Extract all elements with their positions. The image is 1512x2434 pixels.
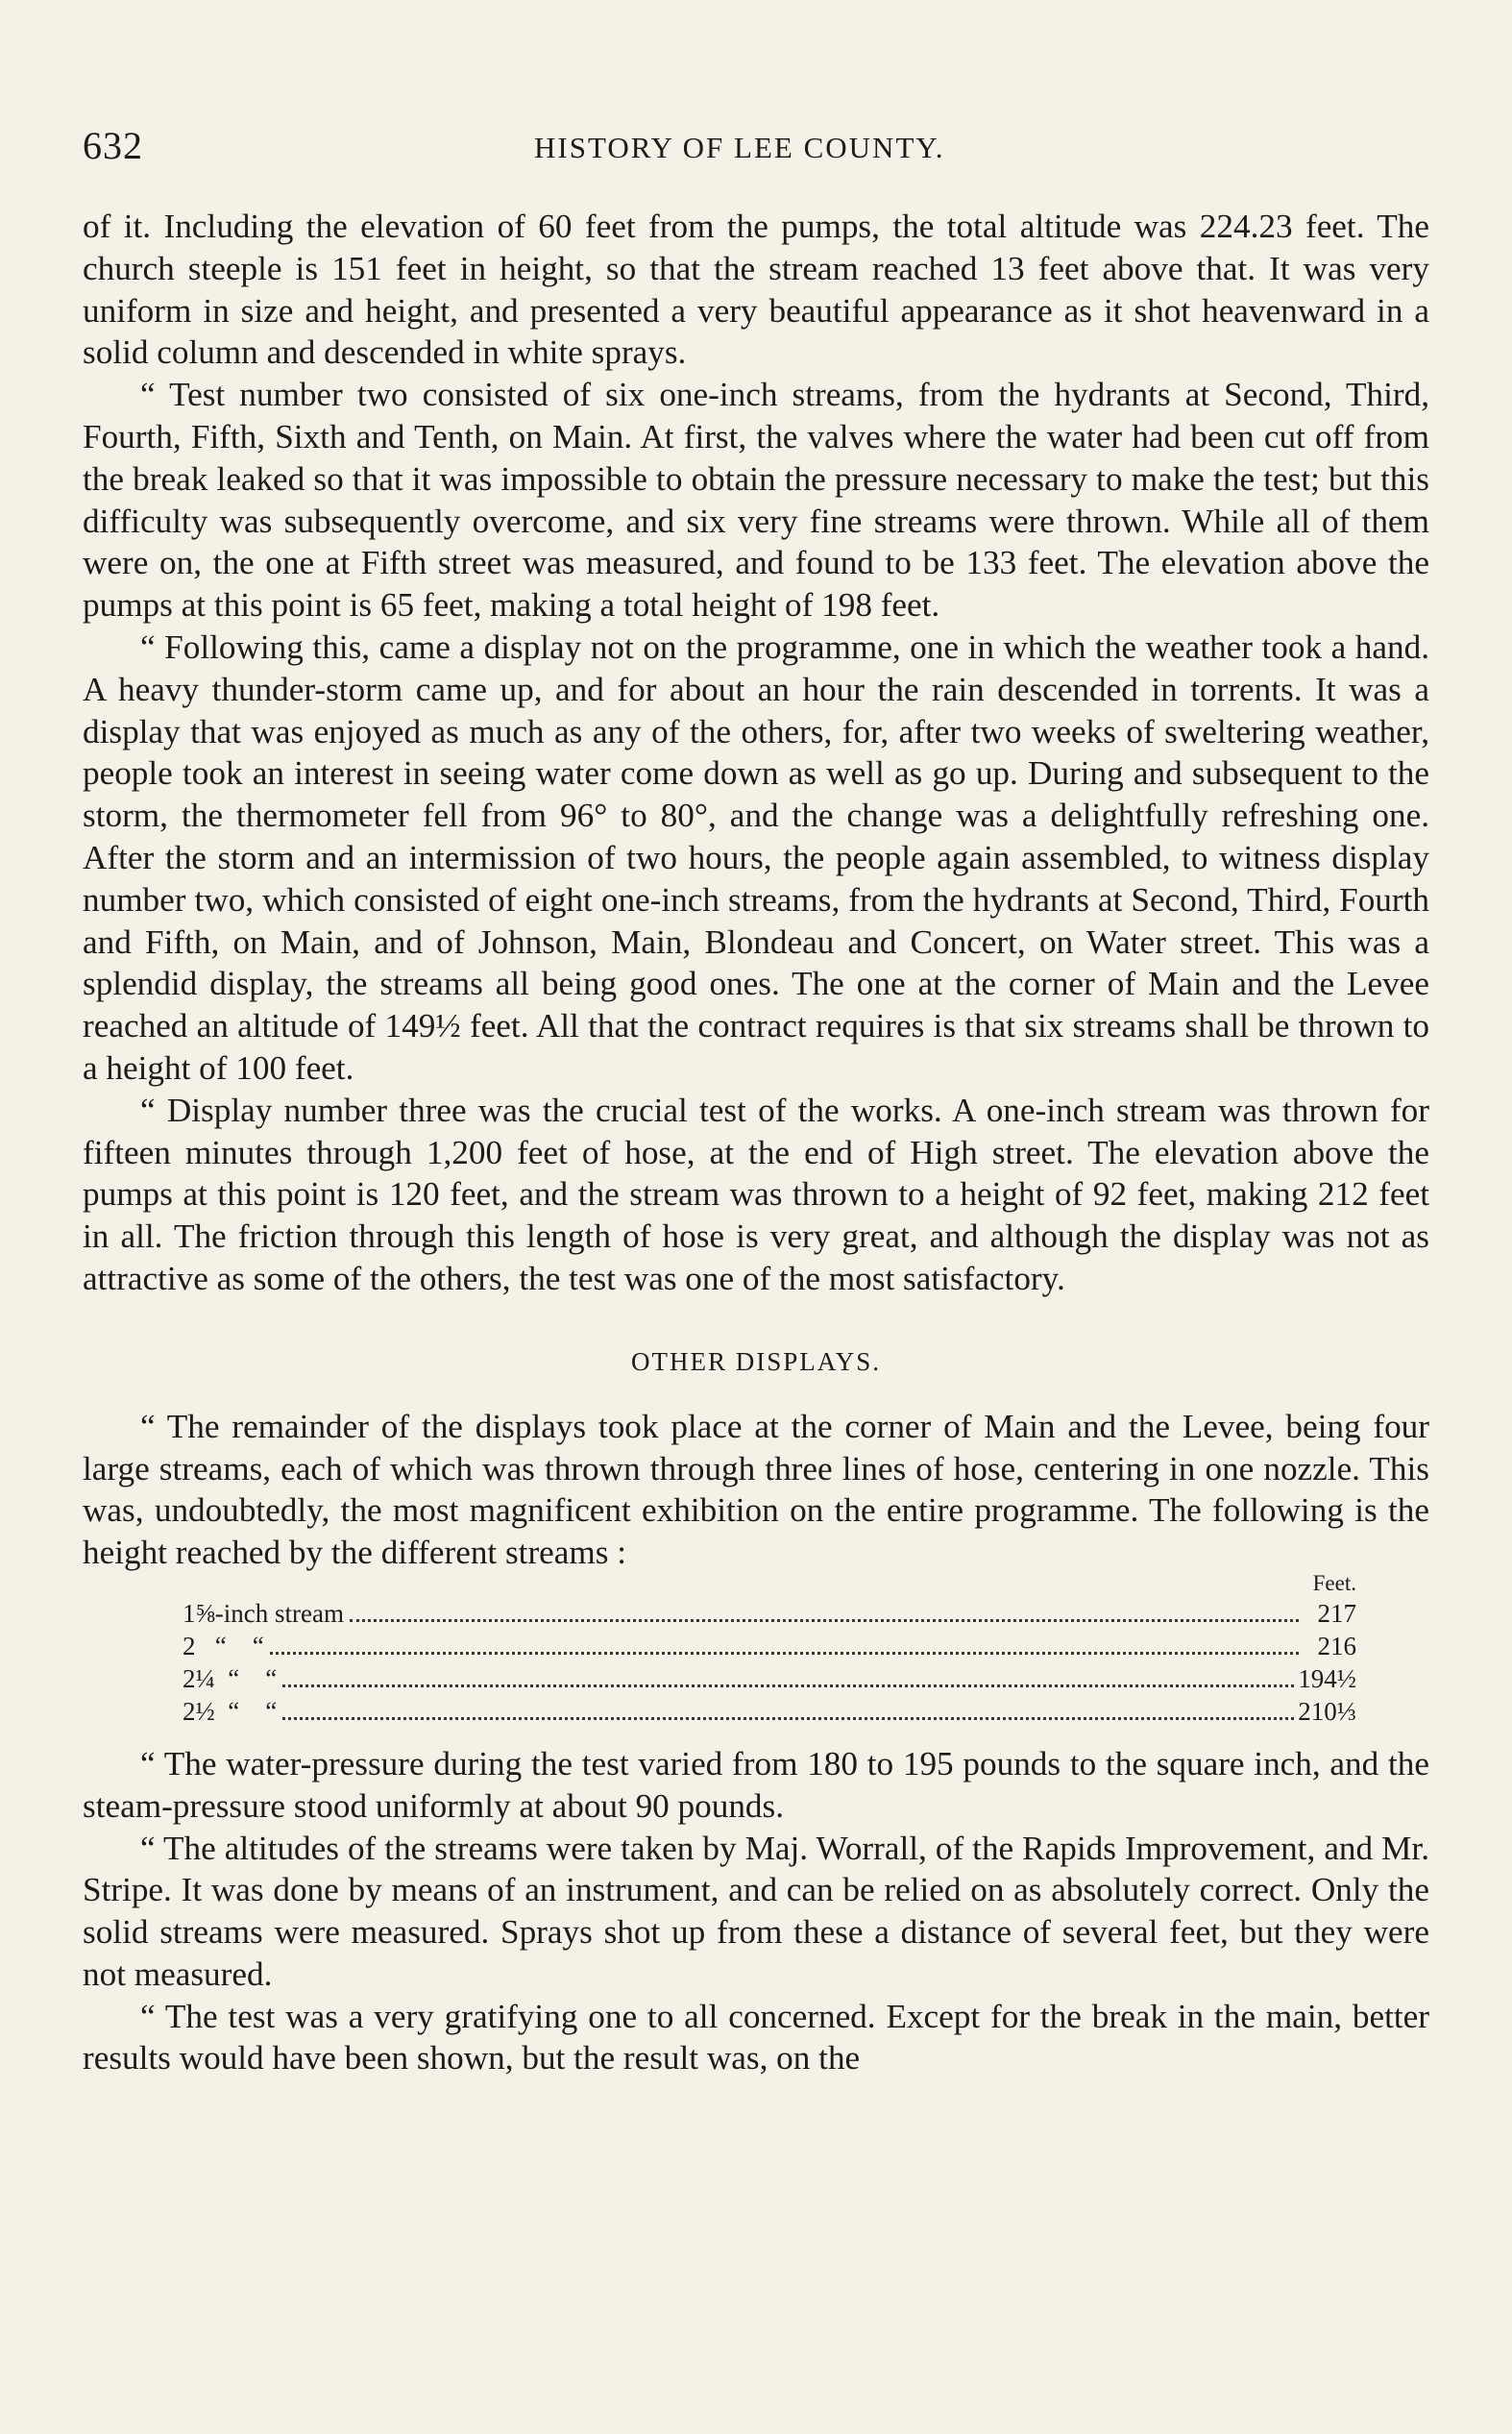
- table-row: [183, 1662, 1356, 1695]
- stream-height-value: 217: [1317, 1598, 1356, 1628]
- stream-height-value: 210⅓: [1298, 1696, 1356, 1726]
- page-number: 632: [83, 124, 143, 167]
- paragraph: “ Display number three was the crucial test of the works. A one-inch stream was thrown for fifteen minutes through 1,200 feet of hose, at the end of High street. The elevation above the pumps at this point is 120 feet, and the stream was thrown to a height of 92 feet, making 212 feet in all. The friction through this length of hose is very great, and although the display was not as attractive as some of the others, the test was one of the most satisfactory.: [83, 1091, 1429, 1297]
- paragraph: “ Following this, came a display not on the programme, one in which the weather took a hand. A heavy thunder-storm came up, and for about an hour the rain descended in torrents. It was a display that was enjoyed as much as any of the others, for, after two weeks of sweltering weather, people took an interest in seeing water come down as well as go up. During and subsequent to the storm, the thermometer fell from 96° to 80°, and the change was a delightfully refreshing one. After the storm and an intermission of two hours, the people again assembled, to witness display number two, which consisted of eight one-inch streams, from the hydrants at Second, Third, Fourth and Fifth, on Main, and of Johnson, Main, Blondeau and Concert, on Water street. This was a splendid display, the streams all being good ones. The one at the corner of Main and the Levee reached an altitude of 149½ feet. All that the contract requires is that six streams shall be thrown to a height of 100 feet.: [83, 627, 1429, 1087]
- table-unit-header: Feet.: [1312, 1570, 1356, 1595]
- stream-size-label: 1⅝-inch stream: [183, 1598, 344, 1628]
- paragraph: “ The test was a very gratifying one to all concerned. Except for the break in the main, better results would have been shown, but the result was, on the: [83, 1997, 1429, 2078]
- body-text: [83, 206, 1429, 2079]
- running-head: [83, 123, 1429, 171]
- paragraph: of it. Including the elevation of 60 feet from the pumps, the total altitude was 224.23 feet. The church steeple is 151 feet in height, so that the stream reached 13 feet above that. It was very uniform in size and height, and presented a very beautiful appearance as it shot heavenward in a solid column and descended in white sprays.: [83, 208, 1429, 372]
- dot-leader: [282, 1684, 1294, 1687]
- dot-leader: [282, 1717, 1294, 1720]
- section-heading: OTHER DISPLAYS.: [630, 1346, 882, 1376]
- paragraph: “ The remainder of the displays took place at the corner of Main and the Levee, being four large streams, each of which was thrown through three lines of hose, centering in one nozzle. This was, undoubtedly, the most magnificent exhibition on the entire programme. The following is the height reached by the different streams :: [83, 1407, 1429, 1572]
- stream-size-label: 2 “ “: [183, 1631, 264, 1660]
- table-row: [183, 1695, 1356, 1728]
- dot-leader: [350, 1619, 1299, 1622]
- stream-size-label: 2¼ “ “: [183, 1663, 278, 1693]
- paragraph: “ Test number two consisted of six one-inch streams, from the hydrants at Second, Third, Fourth, Fifth, Sixth and Tenth, on Main. At first, the valves where the water had been cut off from the break leaked so that it was impossible to obtain the pressure necessary to make the test; but this difficulty was subsequently overcome, and six very fine streams were thrown. While all of them were on, the one at Fifth street was measured, and found to be 133 feet. The elevation above the pumps at this point is 65 feet, making a total height of 198 feet.: [83, 376, 1429, 625]
- table-row: [183, 1630, 1356, 1662]
- stream-size-label: 2½ “ “: [183, 1696, 278, 1726]
- stream-height-table: [183, 1570, 1356, 1728]
- stream-height-value: 216: [1317, 1631, 1356, 1660]
- running-title: HISTORY OF LEE COUNTY.: [534, 131, 945, 164]
- paragraph: “ The water-pressure during the test varied from 180 to 195 pounds to the square inch, and the steam-pressure stood uniformly at about 90 pounds.: [83, 1744, 1429, 1825]
- stream-height-value: 194½: [1298, 1663, 1356, 1693]
- paragraph: “ The altitudes of the streams were taken by Maj. Worrall, of the Rapids Improvement, and Mr. Stripe. It was done by means of an instrument, and can be relied on as absolutely correct. Only the solid streams were measured. Sprays shot up from these a distance of several feet, but they were not measured.: [83, 1829, 1429, 1993]
- dot-leader: [270, 1652, 1299, 1655]
- table-row: [183, 1597, 1356, 1630]
